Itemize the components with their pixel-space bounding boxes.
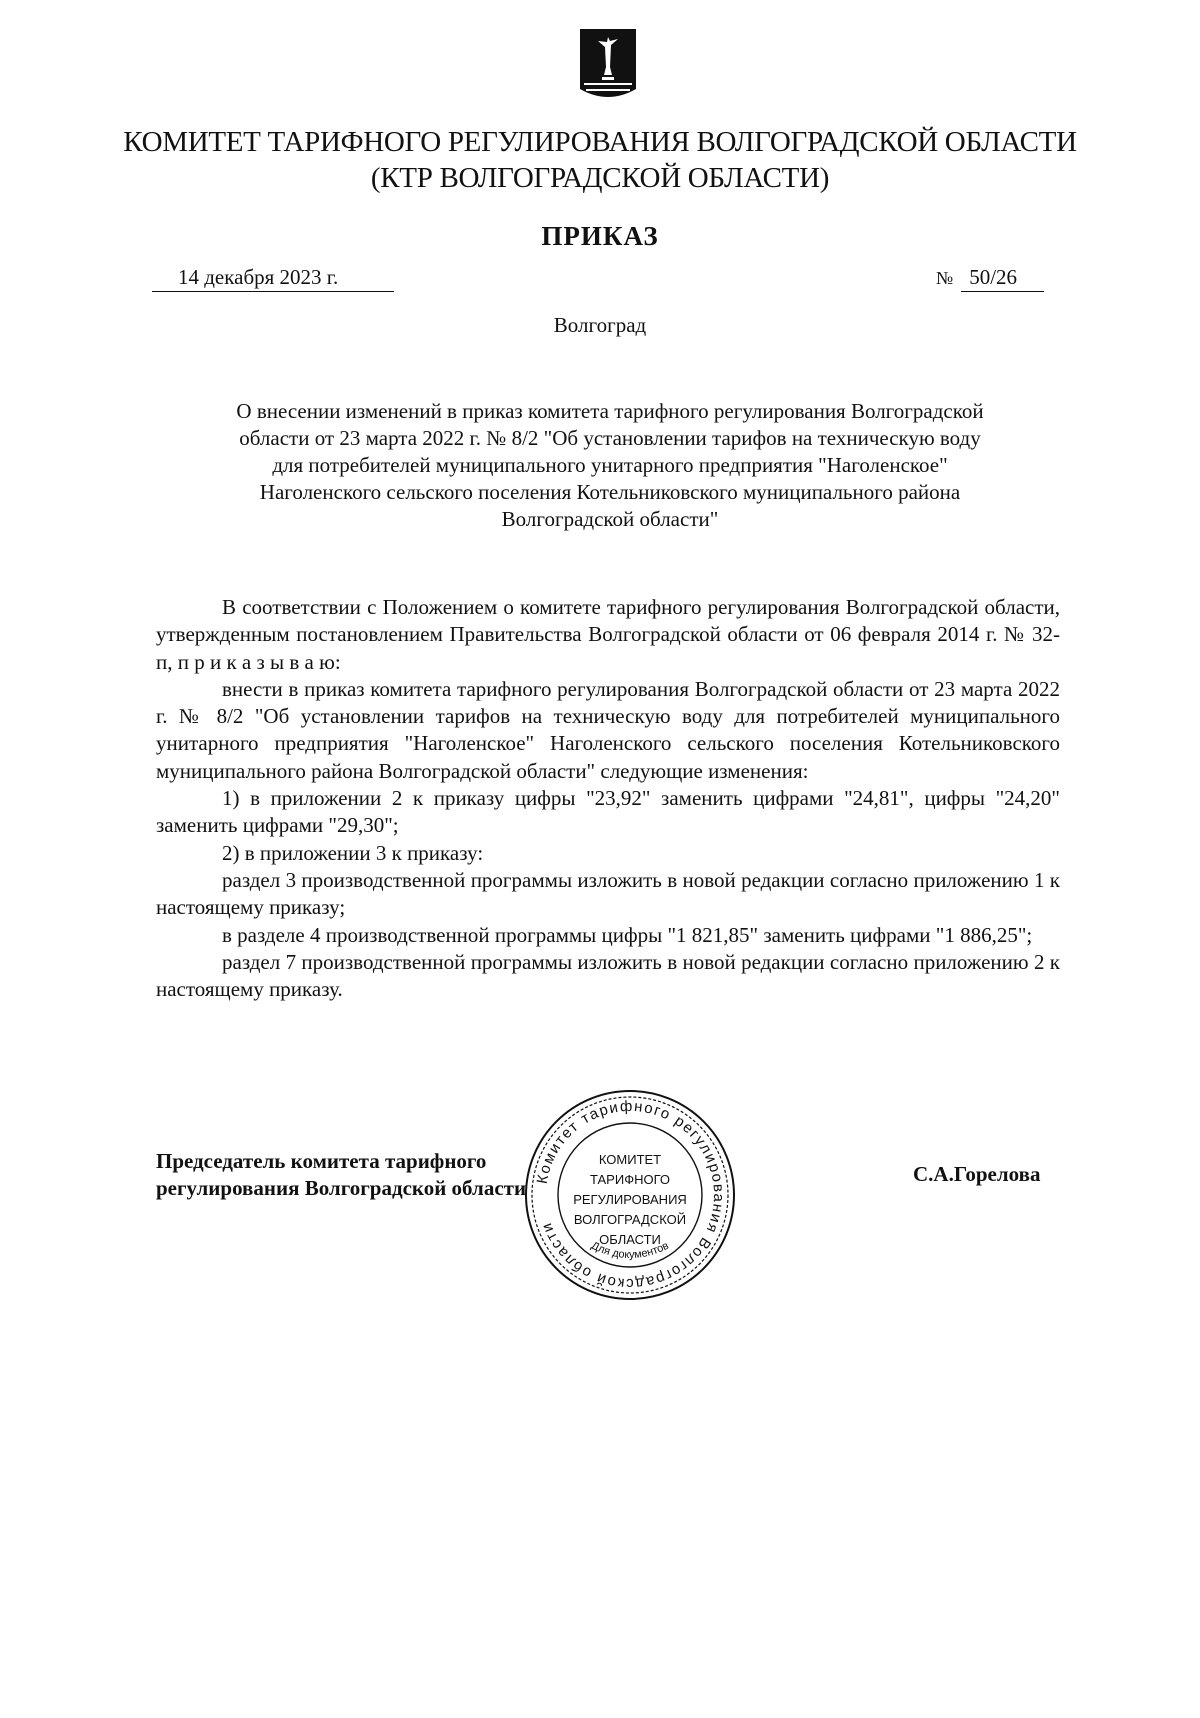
number-sign: № <box>936 268 954 288</box>
stamp-inner-text: Для документов <box>589 1239 671 1262</box>
signatory-title-line: регулирования Волгоградской области <box>156 1176 527 1200</box>
body-paragraph: в разделе 4 производственной программы цифры "1 821,85" заменить цифрами "1 886,25"; <box>222 922 1033 947</box>
stamp-center-line: КОМИТЕТ <box>598 1152 662 1167</box>
stamp-center-line: ТАРИФНОГО <box>590 1172 670 1187</box>
document-body <box>156 594 1060 1003</box>
signatory-title <box>156 1148 526 1202</box>
subject-line: Волгоградской области" <box>501 507 719 531</box>
document-city: Волгоград <box>553 313 647 337</box>
org-title-line2: (КТР ВОЛГОГРАДСКОЙ ОБЛАСТИ) <box>370 162 830 194</box>
body-paragraph: 1) в приложении 2 к приказу цифры "23,92" заменить цифрами "24,81", цифры "24,20" заменить цифрами "29,30"; <box>156 786 1060 838</box>
stamp-ring-text: Комитет тарифного регулирования Волгоградской области <box>533 1097 728 1293</box>
body-paragraph: внести в приказ комитета тарифного регулирования Волгоградской области от 23 марта 2022 г. № 8/2 "Об установлении тарифов на техническую воду для потребителей муниципального унитарного предприятия "Наголенское" Наголенского сельского поселения Котельниковского муниципального района Волгоградской области" следующие изменения: <box>156 676 1060 783</box>
subject-line: О внесении изменений в приказ комитета тарифного регулирования Волгоградской <box>236 399 984 423</box>
body-paragraph: раздел 7 производственной программы изложить в новой редакции согласно приложению 2 к настоящему приказу. <box>156 949 1060 1002</box>
body-paragraph: В соответствии с Положением о комитете тарифного регулирования Волгоградской области, утвержденным постановлением Правительства Волгоградской области от 06 февраля 2014 г. № 32-п, п р и к а з ы в а ю: <box>156 595 1060 674</box>
subject-line: области от 23 марта 2022 г. № 8/2 "Об установлении тарифов на техническую воду <box>239 426 981 450</box>
official-stamp <box>523 1088 737 1302</box>
document-date: 14 декабря 2023 г. <box>152 263 394 292</box>
signatory-name: С.А.Горелова <box>913 1162 1041 1186</box>
subject-line: для потребителей муниципального унитарного предприятия "Наголенское" <box>272 453 948 477</box>
number-value: 50/26 <box>961 263 1044 292</box>
body-paragraph: раздел 3 производственной программы изложить в новой редакции согласно приложению 1 к настоящему приказу; <box>156 867 1060 920</box>
coat-of-arms-icon <box>574 27 642 107</box>
stamp-center-line: ОБЛАСТИ <box>599 1232 661 1247</box>
document-subject <box>170 398 1050 533</box>
document-number <box>936 263 1044 292</box>
org-title-line1: КОМИТЕТ ТАРИФНОГО РЕГУЛИРОВАНИЯ ВОЛГОГРАДСКОЙ ОБЛАСТИ <box>123 126 1077 158</box>
stamp-center-line: ВОЛГОГРАДСКОЙ <box>573 1212 687 1227</box>
document-type: ПРИКАЗ <box>541 221 659 251</box>
body-paragraph: 2) в приложении 3 к приказу: <box>222 840 484 865</box>
subject-line: Наголенского сельского поселения Котельниковского муниципального района <box>259 480 961 504</box>
signatory-title-line: Председатель комитета тарифного <box>156 1149 487 1173</box>
stamp-center-line: РЕГУЛИРОВАНИЯ <box>573 1192 687 1207</box>
